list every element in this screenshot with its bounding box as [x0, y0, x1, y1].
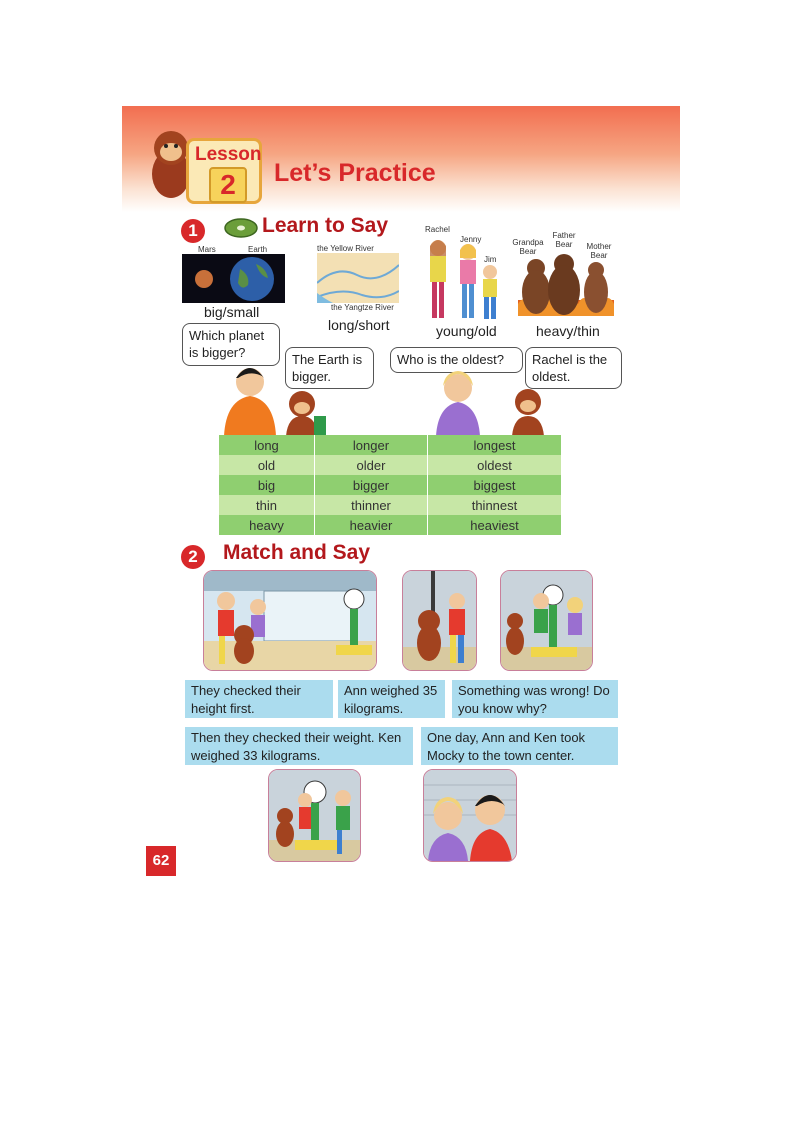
table-cell: longest	[428, 435, 562, 455]
bubble-who-oldest: Who is the oldest?	[390, 347, 523, 373]
card-something-wrong: Something was wrong! Do you know why?	[452, 680, 618, 718]
page-number: 62	[146, 846, 176, 876]
table-cell: old	[219, 455, 315, 475]
table-cell: heavier	[315, 515, 428, 535]
table-row	[219, 495, 561, 515]
card-one-day: One day, Ann and Ken took Mocky to the town center.	[421, 727, 618, 765]
table-cell: heaviest	[428, 515, 562, 535]
table-cell: long	[219, 435, 315, 455]
table-cell: bigger	[315, 475, 428, 495]
label-mother-bear: Mother Bear	[586, 242, 612, 260]
card-height-first: They checked their height first.	[185, 680, 333, 718]
label-yellow-river: the Yellow River	[317, 244, 374, 253]
table-row	[219, 455, 561, 475]
table-cell: thinnest	[428, 495, 562, 515]
comparatives-table	[219, 435, 561, 535]
table-row	[219, 515, 561, 535]
panel-mocky-scale	[402, 570, 477, 671]
label-earth: Earth	[248, 245, 268, 254]
card-ken-weighed: Then they checked their weight. Ken weighed 33 kilograms.	[185, 727, 413, 765]
ann-and-mocky-illustration	[432, 368, 554, 436]
panel-ken-weighing	[268, 769, 361, 862]
label-yangtze-river: the Yangtze River	[331, 303, 394, 312]
caption-heavy-thin: heavy/thin	[536, 323, 600, 339]
family-illustration	[424, 234, 506, 324]
cd-disc-icon	[223, 216, 259, 240]
label-father-bear: Father Bear	[552, 231, 576, 249]
table-cell: longer	[315, 435, 428, 455]
label-mars: Mars	[198, 245, 216, 254]
river-map-image	[317, 253, 399, 303]
section-1-title: Learn to Say	[262, 214, 389, 237]
label-grandpa-bear: Grandpa Bear	[512, 238, 544, 256]
page-title: Let’s Practice	[274, 159, 436, 187]
table-row	[219, 475, 561, 495]
table-cell: big	[219, 475, 315, 495]
section-1-number: 1	[181, 219, 205, 243]
bubble-earth-bigger: The Earth is bigger.	[285, 347, 374, 389]
caption-big-small: big/small	[204, 304, 260, 320]
planets-image	[182, 254, 285, 303]
table-cell: older	[315, 455, 428, 475]
lesson-number: 2	[209, 167, 247, 203]
caption-young-old: young/old	[436, 323, 497, 339]
card-ann-weighed: Ann weighed 35 kilograms.	[338, 680, 445, 718]
bubble-which-planet: Which planet is bigger?	[182, 323, 280, 366]
section-2-title: Match and Say	[223, 541, 371, 564]
ken-and-mocky-illustration	[216, 362, 334, 436]
panel-ann-weighing	[500, 570, 593, 671]
label-jim: Jim	[484, 255, 497, 264]
caption-long-short: long/short	[328, 317, 390, 333]
section-2-number: 2	[181, 545, 205, 569]
table-row	[219, 435, 561, 455]
table-cell: heavy	[219, 515, 315, 535]
label-jenny: Jenny	[460, 235, 482, 244]
lesson-label: Lesson	[195, 144, 262, 165]
bubble-rachel-oldest: Rachel is the oldest.	[525, 347, 622, 389]
label-rachel: Rachel	[425, 225, 450, 234]
panel-ann-and-ken-town	[423, 769, 517, 862]
table-cell: oldest	[428, 455, 562, 475]
table-cell: thin	[219, 495, 315, 515]
table-cell: thinner	[315, 495, 428, 515]
bears-illustration	[518, 254, 614, 316]
panel-height-check	[203, 570, 377, 671]
table-cell: biggest	[428, 475, 562, 495]
